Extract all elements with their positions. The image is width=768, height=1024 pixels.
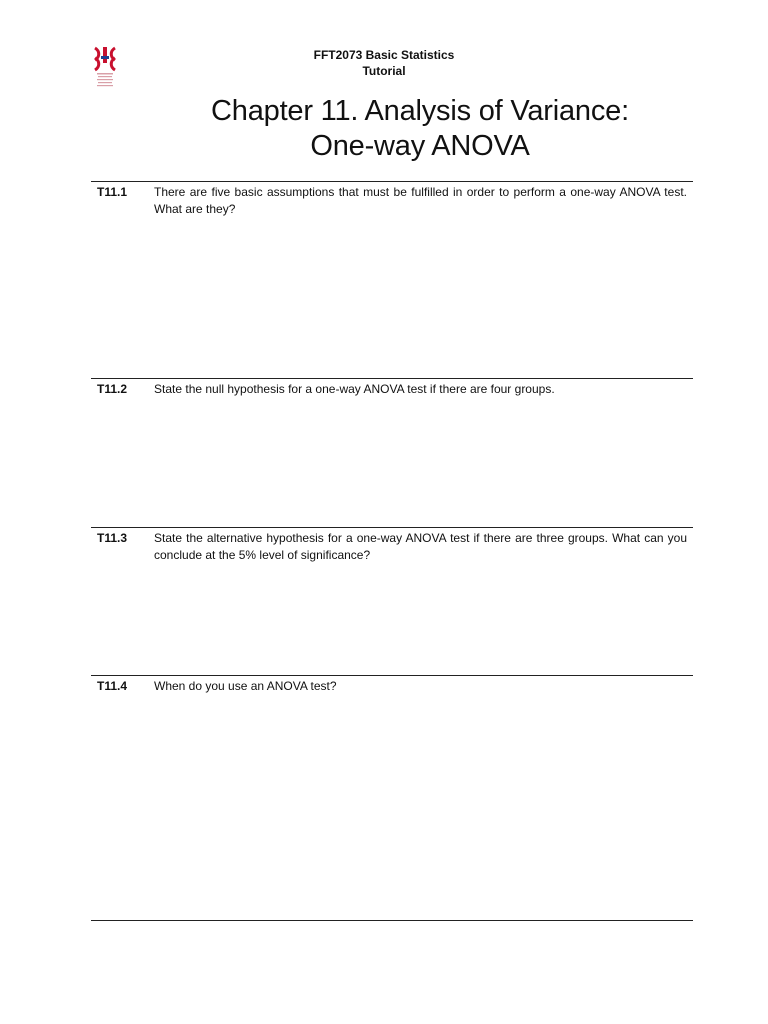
question-number: T11.3 xyxy=(97,531,128,545)
question-text: There are five basic assumptions that must be fulfilled in order to perform a one-way ANOVA test. What are they? xyxy=(154,185,687,216)
chapter-title xyxy=(140,94,700,164)
course-name: FFT2073 Basic Statistics xyxy=(313,48,455,62)
question-number: T11.2 xyxy=(97,382,128,396)
course-header xyxy=(270,47,498,79)
bottom-divider xyxy=(91,920,693,921)
question-text: When do you use an ANOVA test? xyxy=(154,679,337,693)
question-t11-2 xyxy=(91,378,693,528)
question-text: State the null hypothesis for a one-way ANOVA test if there are four groups. xyxy=(154,382,555,396)
question-text: State the alternative hypothesis for a one-way ANOVA test if there are three groups. What can you conclude at the 5% level of significance? xyxy=(154,531,687,562)
chapter-title-line-1: Chapter 11. Analysis of Variance: xyxy=(211,95,629,127)
university-logo-icon xyxy=(92,46,118,88)
question-number: T11.1 xyxy=(97,185,128,199)
question-number: T11.4 xyxy=(97,679,128,693)
question-t11-1 xyxy=(91,181,693,379)
chapter-title-line-2: One-way ANOVA xyxy=(310,130,530,162)
course-subtitle: Tutorial xyxy=(362,64,406,78)
question-t11-4 xyxy=(91,675,693,921)
question-t11-3 xyxy=(91,527,693,676)
